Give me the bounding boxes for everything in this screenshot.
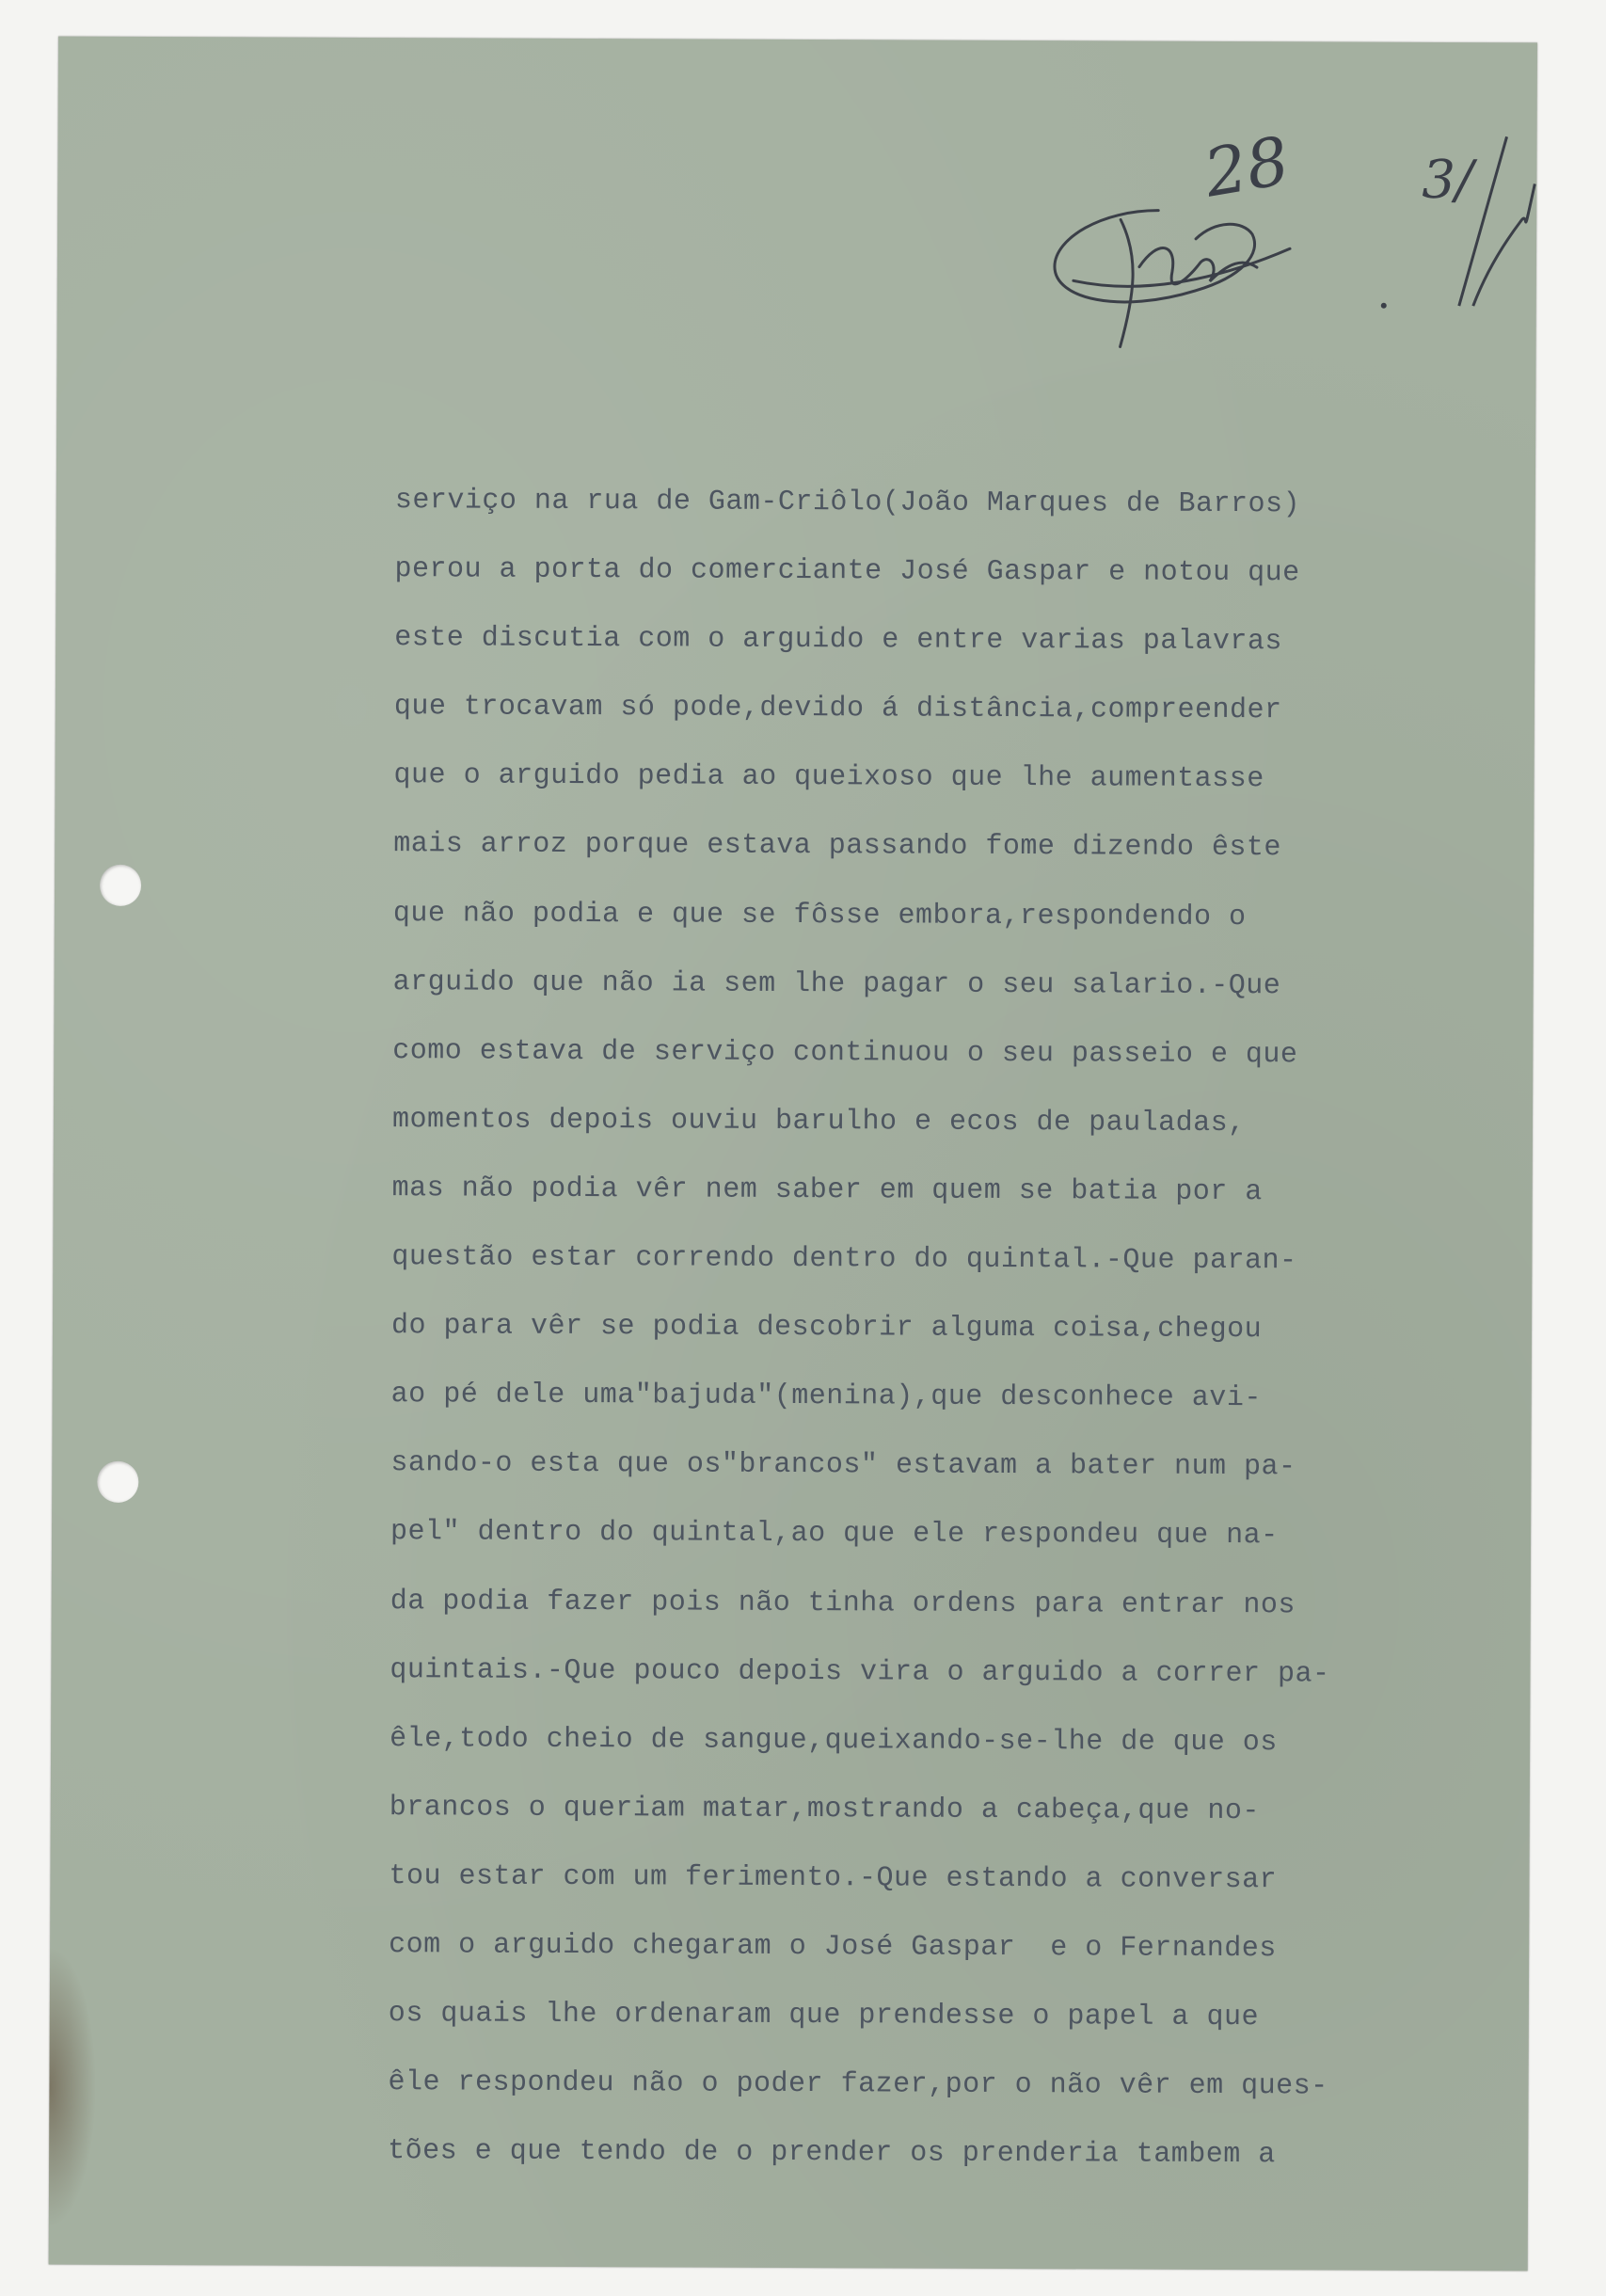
signature [1055,210,1291,347]
text-line: da podia fazer pois não tinha ordens para entrar nos [390,1585,1296,1621]
text-line: com o arguido chegaram o José Gaspar e o Fernandes [389,1929,1277,1966]
text-line: brancos o queriam matar,mostrando a cabeça,que no- [389,1791,1261,1827]
paper-sheet [49,37,1537,2272]
right-mark-text: 3/ [1422,149,1473,212]
right-mark [1381,136,1535,310]
text-line: ao pé dele uma"bajuda"(menina),que desconhece avi- [390,1379,1262,1415]
handwritten-marks [1016,78,1544,381]
text-line: êle,todo cheio de sangue,queixando-se-lhe de que os [390,1722,1278,1759]
text-line: este discutia com o arguido e entre varias palavras [394,622,1282,659]
text-line: os quais lhe ordenaram que prendesse o papel a que [388,1998,1260,2034]
text-line: que não podia e que se fôsse embora,respondendo o [392,897,1247,933]
text-line: momentos depois ouviu barulho e ecos de pauladas, [391,1103,1246,1140]
text-line: que o arguido pedia ao queixoso que lhe aumentasse [393,759,1264,796]
page-number: 28 [1199,121,1295,213]
text-line: mas não podia vêr nem saber em quem se batia por a [391,1172,1263,1209]
punch-hole-bottom [97,1461,138,1503]
text-line: pel" dentro do quintal,ao que ele respondeu que na- [390,1516,1279,1553]
water-stain [49,1947,97,2229]
text-line: como estava de serviço continuou o seu passeio e que [392,1034,1298,1072]
text-line: tões e que tendo de o prender os prenderia tambem a [388,2135,1276,2172]
text-line: do para vêr se podia descobrir alguma coisa,chegou [390,1310,1263,1347]
text-line: êle respondeu não o poder fazer,por o não vêr em ques- [388,2066,1328,2103]
text-line: arguido que não ia sem lhe pagar o seu salario.-Que [392,965,1281,1002]
text-line: serviço na rua de Gam-Criôlo(João Marques de Barros) [394,485,1301,521]
punch-hole-top [100,865,141,906]
typed-body-text [388,467,1543,2192]
text-line: perou a porta do comerciante José Gaspar e notou que [394,553,1300,590]
text-line: quintais.-Que pouco depois vira o arguido a correr pa- [390,1653,1330,1691]
text-line: sando-o esta que os"brancos" estavam a bater num pa- [390,1447,1296,1484]
text-line: questão estar correndo dentro do quintal.-Que paran- [391,1241,1297,1278]
text-line: tou estar com um ferimento.-Que estando a conversar [389,1859,1278,1897]
text-line: mais arroz porque estava passando fome dizendo êste [393,828,1281,865]
text-line: que trocavam só pode,devido á distância,compreender [393,691,1282,727]
